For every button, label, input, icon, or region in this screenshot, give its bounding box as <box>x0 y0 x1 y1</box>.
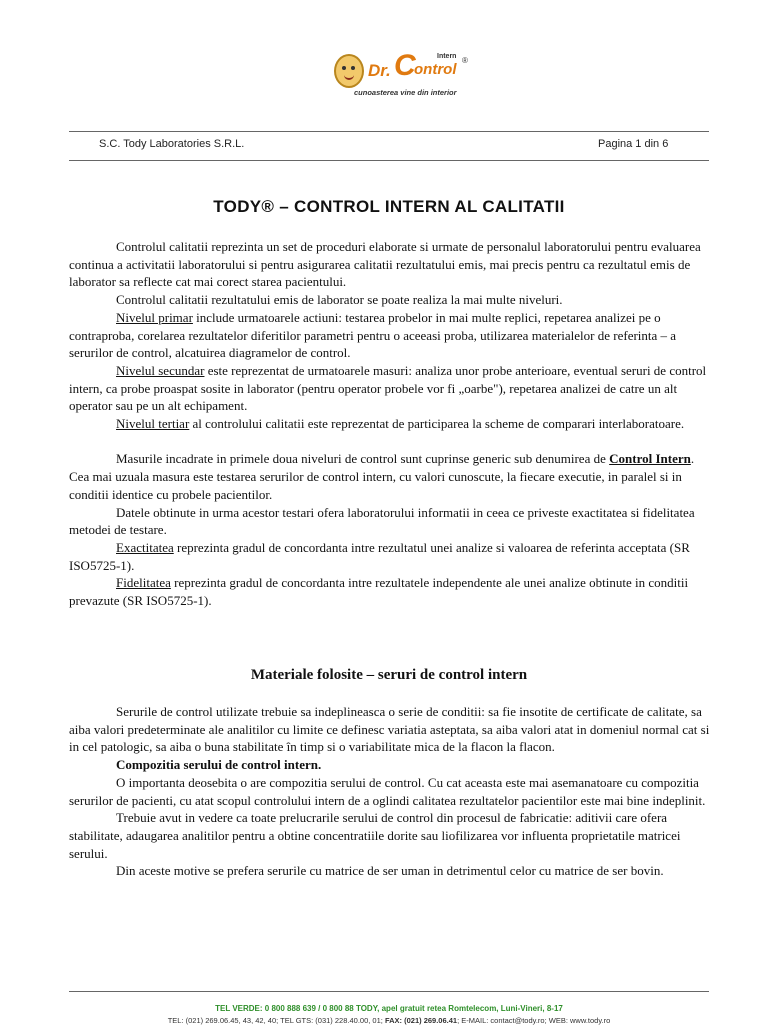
paragraph-processing: Trebuie avut in vedere ca toate prelucrarile serului de control din procesul de fabricatie: aditivii care ofera stabilitate, adaugarea analitilor pentru a obtine concentratiile dorite sau liofilizarea vor influenta proprietatile matricei serului. <box>69 810 681 861</box>
paragraph-accuracy <box>69 539 711 574</box>
section-subtitle: Materiale folosite – seruri de control intern <box>250 667 528 683</box>
footer-fax: FAX: (021) 269.06.41 <box>384 1016 458 1025</box>
logo-intern-text: Intern <box>437 53 457 60</box>
accuracy-text: reprezinta gradul de concordanta intre rezultatul unei analize si valoarea de referinta acceptata (SR ISO5725-1). <box>69 539 690 573</box>
internal-control-text: . Cea mai uzuala masura este testarea serurilor de control intern, cu valori cunoscute, la fiecare executie, in paralel si in conditii identice cu probele pacientilor. <box>69 451 695 502</box>
term-precision: Fidelitatea <box>116 575 171 591</box>
footer-rule <box>69 991 709 992</box>
tertiary-level-text: al controlului calitatii este reprezentat de participarea la scheme de comparari interlaboratoare. <box>189 416 685 432</box>
header-page-number: Pagina 1 din 6 <box>598 138 669 150</box>
logo-slogan: cunoasterea vine din interior <box>354 88 457 97</box>
dr-control-logo <box>330 50 480 100</box>
term-primary-level: Nivelul primar <box>116 309 193 325</box>
secondary-level-text: este reprezentat de urmatoarele masuri: analiza unor probe anterioare, eventual seruri de control intern, ca probe proaspat sosite in laborator (pentru operator probele vor fi „oarbe"), repetarea analizei de catre un alt operator sau pe un alt echipament. <box>69 362 707 414</box>
internal-control-intro: Masurile incadrate in primele doua niveluri de control sunt cuprinse generic sub denumirea de <box>116 451 610 467</box>
paragraph-precision <box>69 574 711 609</box>
doctor-mascot-icon <box>334 54 364 88</box>
header-bottom-rule <box>69 160 709 161</box>
paragraph-secondary-level <box>69 362 711 415</box>
footer-hotline: TEL VERDE: 0 800 888 639 / 0 800 88 TODY, apel gratuit retea Romtelecom, Luni-Vineri, 8-17 <box>215 1004 563 1013</box>
footer-phones: TEL: (021) 269.06.45, 43, 42, 40; TEL GTS: (031) 228.40.00, 01; <box>167 1016 385 1025</box>
document-title: TODY® – CONTROL INTERN AL CALITATII <box>213 197 565 216</box>
term-secondary-level: Nivelul secundar <box>116 362 205 378</box>
paragraph-conclusion: Din aceste motive se prefera serurile cu matrice de ser uman in detrimentul celor cu matrice de ser bovin. <box>116 863 664 879</box>
composition-heading: Compozitia serului de control intern. <box>116 757 322 773</box>
paragraph-data: Datele obtinute in urma acestor testari ofera laboratorului informatii in ceea ce priveste exactitatea si fidelitatea metodei de testare. <box>69 504 695 538</box>
paragraph-tertiary-level <box>69 415 711 433</box>
logo-dr-text: Dr. <box>368 61 391 80</box>
term-accuracy: Exactitatea <box>116 539 174 555</box>
header-top-rule <box>69 131 709 132</box>
paragraph-primary-level <box>69 309 711 362</box>
paragraph-conditions: Serurile de control utilizate trebuie sa indeplineasca o serie de conditii: sa fie insotite de certificate de calitate, sa aiba valori predeterminate ale analitilor cu limite ce definesc variatia asteptata, sa aiba valori atat in domeniul normal cat si in cel patologic, sa aiba o buna stabilitate în timp si o variabilitate mica de la flacon la flacon. <box>69 704 710 755</box>
paragraph-composition: O importanta deosebita o are compozitia serului de control. Cu cat aceasta este mai asemanatoare cu compozitia serurilor de pacienti, cu atat scopul controlului intern de a oglindi calitatea rezultatelor pacientilor este mai bine indeplinit. <box>69 774 706 808</box>
footer-email-web: ; E-MAIL: contact@tody.ro; WEB: www.tody.ro <box>457 1016 611 1025</box>
header-company: S.C. Tody Laboratories S.R.L. <box>99 138 245 150</box>
logo-c-letter: C <box>394 49 416 82</box>
section-materials <box>69 703 711 880</box>
term-tertiary-level: Nivelul tertiar <box>116 416 190 432</box>
logo-registered-mark: ® <box>462 56 468 65</box>
term-control-intern: Control Intern <box>609 451 691 467</box>
paragraph-intro: Controlul calitatii reprezinta un set de proceduri elaborate si urmate de personalul laboratorului pentru evaluarea continua a activitatii laboratorului si pentru asigurarea calitatii rezultatului emis, mai precis pentru ca rezultatul emis de laborator sa reflecte cat mai corect starea pacientului. <box>69 239 701 290</box>
paragraph-levels: Controlul calitatii rezultatului emis de laborator se poate realiza la mai multe niveluri. <box>116 292 563 308</box>
logo-ontrol-text: ontrol <box>414 61 457 78</box>
section-intro <box>69 238 711 610</box>
paragraph-internal-control <box>69 450 711 503</box>
precision-text: reprezinta gradul de concordanta intre rezultatele independente ale unei analize obtinute in conditii prevazute (SR ISO5725-1). <box>69 575 689 609</box>
primary-level-text: include urmatoarele actiuni: testarea probelor in mai multe replici, repetarea analizei pe o contraproba, corelarea rezultatelor diferitilor parametri pentru o aceeasi proba, utilizarea materialelor de referinta – a serurilor de control, alcatuirea diagramelor de control. <box>69 309 677 361</box>
